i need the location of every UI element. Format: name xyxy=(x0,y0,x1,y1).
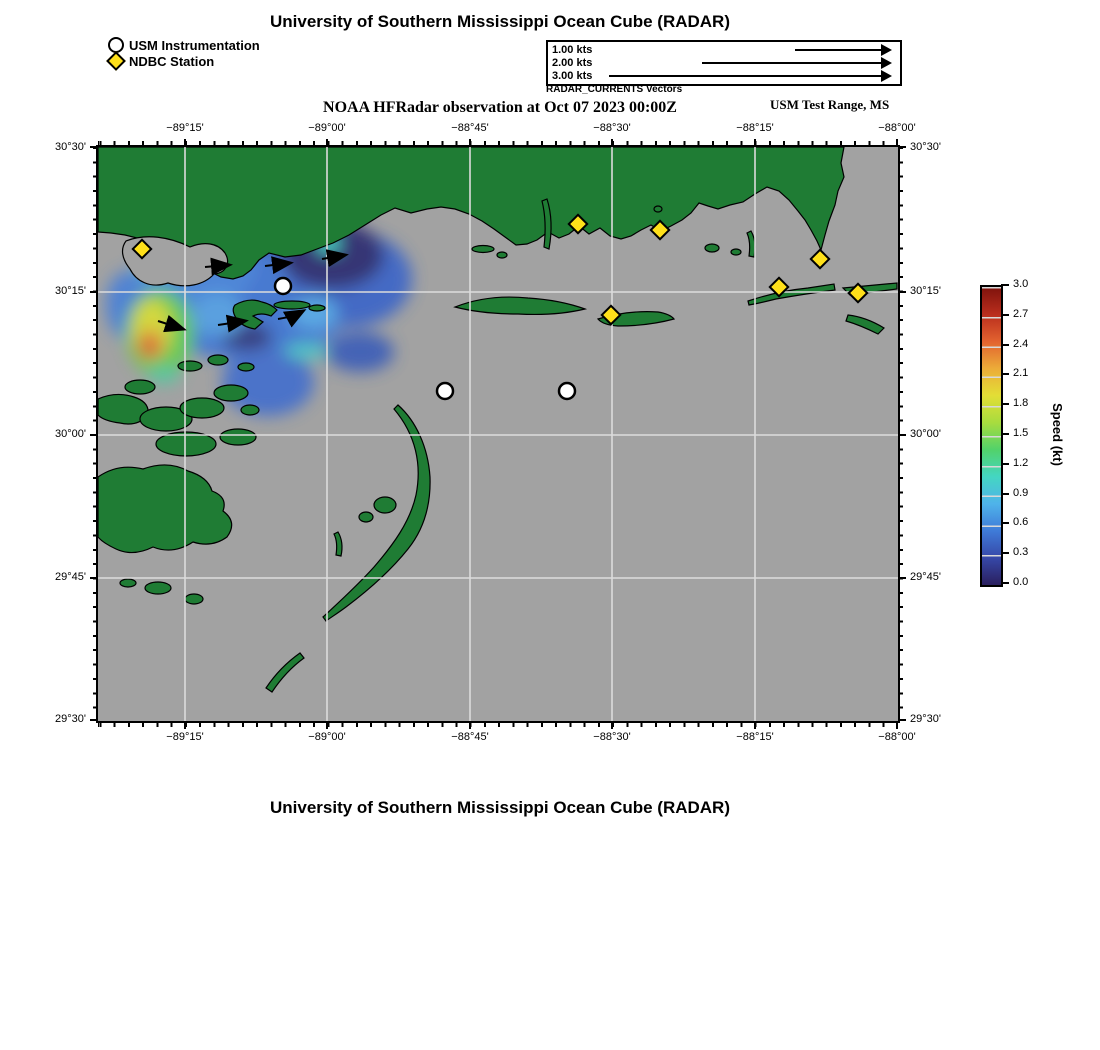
vector-scale-row xyxy=(548,43,900,57)
marsh-islet xyxy=(120,579,136,587)
colorbar-tick xyxy=(1001,463,1009,465)
marsh-islet xyxy=(178,361,202,371)
ndbc-diamond-icon xyxy=(106,51,126,71)
figure-title-bottom: University of Southern Mississippi Ocean Cube (RADAR) xyxy=(269,798,730,817)
sound-islet xyxy=(374,497,396,513)
colorbar-tick-label: 0.0 xyxy=(1013,576,1029,588)
coastal-islet xyxy=(472,246,494,253)
lon-tick-label: −88°30' xyxy=(593,731,631,743)
barrier-island-horn xyxy=(455,297,585,314)
land-shapes xyxy=(98,147,897,692)
vector-scale-row xyxy=(548,69,900,83)
marsh-islet xyxy=(185,594,203,604)
lat-tick-label: 30°00' xyxy=(910,428,941,440)
lon-tick-label: −89°15' xyxy=(166,731,204,743)
colorbar-tick-label: 0.9 xyxy=(1013,487,1029,499)
lon-tick-label: −88°00' xyxy=(878,731,916,743)
coastal-islet xyxy=(497,252,507,258)
vector-scale-box xyxy=(546,40,902,86)
lat-tick-label: 29°30' xyxy=(910,713,941,725)
colorbar-title: Speed (kt) xyxy=(1049,403,1065,466)
lon-tick-label: −88°45' xyxy=(451,731,489,743)
vector-arrow-shaft xyxy=(609,75,883,77)
usm-station-marker xyxy=(275,278,291,294)
marsh-islet xyxy=(145,582,171,594)
ndbc-station-marker xyxy=(811,250,829,268)
lon-tick-label: −88°00' xyxy=(878,122,916,134)
region-label: USM Test Range, MS xyxy=(770,97,890,112)
colorbar-tick-label: 1.5 xyxy=(1013,427,1029,439)
sound-islet xyxy=(334,532,342,556)
colorbar-tick-label: 0.3 xyxy=(1013,546,1029,558)
lat-tick-label: 30°15' xyxy=(910,285,941,297)
lat-tick-label: 30°30' xyxy=(55,141,86,153)
lon-tick-label: −88°15' xyxy=(736,122,774,134)
barrier-island-ship xyxy=(274,301,310,309)
colorbar-tick-label: 3.0 xyxy=(1013,278,1029,290)
vector-scale-row xyxy=(548,56,900,70)
colorbar-tick xyxy=(1001,403,1009,405)
marsh-islet xyxy=(180,398,224,418)
lat-tick-label: 29°45' xyxy=(55,571,86,583)
legend-usm-row xyxy=(108,37,260,53)
colorbar-tick xyxy=(1001,522,1009,524)
barrier-island-ship xyxy=(309,305,325,311)
chandeleur-islands-south xyxy=(266,653,304,692)
colorbar-tick xyxy=(1001,344,1009,346)
coastal-islet xyxy=(747,231,755,257)
legend-ndbc-row xyxy=(108,53,214,69)
lon-tick-label: −89°15' xyxy=(166,122,204,134)
colorbar-tick-label: 2.7 xyxy=(1013,308,1029,320)
marsh-islet xyxy=(125,380,155,394)
vector-arrow-shaft xyxy=(702,62,883,64)
barrier-island-chain xyxy=(748,284,835,305)
vector-scale-caption: RADAR_CURRENTS Vectors xyxy=(546,84,683,95)
lat-tick-label: 30°15' xyxy=(55,285,86,297)
colorbar-tick xyxy=(1001,493,1009,495)
vector-arrowhead-icon xyxy=(881,70,892,82)
lon-tick-label: −88°15' xyxy=(736,731,774,743)
marsh-islet xyxy=(214,385,248,401)
lat-tick-label: 29°30' xyxy=(55,713,86,725)
colorbar-tick xyxy=(1001,314,1009,316)
colorbar-tick xyxy=(1001,284,1009,286)
lon-tick-label: −89°00' xyxy=(308,122,346,134)
usm-station-marker xyxy=(559,383,575,399)
marsh-islet xyxy=(241,405,259,415)
marsh-islands xyxy=(98,465,232,553)
vector-arrowhead-icon xyxy=(881,57,892,69)
map-canvas xyxy=(96,145,900,723)
lon-tick-label: −88°45' xyxy=(451,122,489,134)
colorbar-tick-label: 0.6 xyxy=(1013,516,1029,528)
colorbar xyxy=(980,285,1003,587)
colorbar-tick xyxy=(1001,433,1009,435)
colorbar-segment-lines xyxy=(982,287,1001,585)
colorbar-tick-label: 2.1 xyxy=(1013,367,1029,379)
colorbar-tick xyxy=(1001,373,1009,375)
marsh-islet xyxy=(208,355,228,365)
colorbar-tick xyxy=(1001,552,1009,554)
legend-ndbc-label: NDBC Station xyxy=(129,53,215,69)
colorbar-tick-label: 2.4 xyxy=(1013,338,1029,350)
usm-station-marker xyxy=(437,383,453,399)
figure-title-top: University of Southern Mississippi Ocean Cube (RADAR) xyxy=(269,12,730,31)
colorbar-tick-label: 1.8 xyxy=(1013,397,1029,409)
observation-subtitle: NOAA HFRadar observation at Oct 07 2023 00:00Z xyxy=(323,99,677,116)
coastal-islet xyxy=(705,244,719,252)
legend-usm-label: USM Instrumentation xyxy=(129,37,260,53)
lat-tick-label: 30°30' xyxy=(910,141,941,153)
lat-tick-label: 29°45' xyxy=(910,571,941,583)
map-graphics xyxy=(98,147,898,721)
vector-arrowhead-icon xyxy=(881,44,892,56)
barrier-island-dauphin-spit xyxy=(846,315,884,334)
marsh-islet xyxy=(220,429,256,445)
vector-scale-label: 2.00 kts xyxy=(552,57,593,69)
colorbar-tick xyxy=(1001,582,1009,584)
vector-arrow-shaft xyxy=(795,49,883,51)
vector-scale-label: 3.00 kts xyxy=(552,70,593,82)
marsh-islet xyxy=(238,363,254,371)
lon-tick-label: −88°30' xyxy=(593,122,631,134)
lat-tick-label: 30°00' xyxy=(55,428,86,440)
sound-islet xyxy=(359,512,373,522)
coastal-islet xyxy=(654,206,662,212)
chandeleur-islands xyxy=(323,405,430,621)
lon-tick-label: −89°00' xyxy=(308,731,346,743)
coastal-islet xyxy=(731,249,741,255)
colorbar-tick-label: 1.2 xyxy=(1013,457,1029,469)
vector-scale-label: 1.00 kts xyxy=(552,44,593,56)
